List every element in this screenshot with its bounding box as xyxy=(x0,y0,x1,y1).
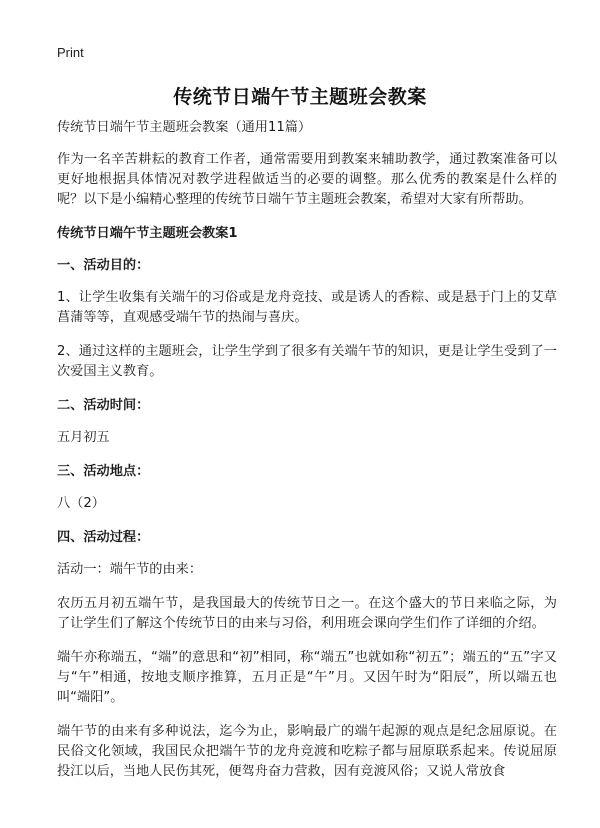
purpose-item-2: 2、通过这样的主题班会，让学生学到了很多有关端午节的知识，更是让学生受到了一次爱国主义教育。 xyxy=(57,344,557,379)
activity-location-value: 八（2） xyxy=(57,496,105,511)
page-title: 传统节日端午节主题班会教案 xyxy=(173,86,427,108)
document-body xyxy=(57,118,557,796)
section-heading-time: 二、活动时间： xyxy=(57,398,150,413)
process-paragraph-3: 端午节的由来有多种说法，迄今为止，影响最广的端午起源的观点是纪念屈原说。在民俗文化领域，我国民众把端午节的龙舟竞渡和吃粽子都与屈原联系起来。传说屈原投江以后，当地人民伤其死，便驾舟奋力营救，因有竞渡风俗；又说人常放食 xyxy=(57,724,557,779)
section-heading-location: 三、活动地点： xyxy=(57,464,150,479)
process-paragraph-1: 农历五月初五端午节，是我国最大的传统节日之一。在这个盛大的节日来临之际，为了让学生们了解这个传统节日的由来与习俗，利用班会课向学生们作了详细的介绍。 xyxy=(57,596,557,631)
activity-1-label: 活动一：端午节的由来： xyxy=(57,562,203,577)
document-subtitle: 传统节日端午节主题班会教案（通用11篇） xyxy=(57,120,312,135)
activity-time-value: 五月初五 xyxy=(57,430,110,445)
lesson-heading: 传统节日端午节主题班会教案1 xyxy=(57,226,238,241)
section-heading-process: 四、活动过程： xyxy=(57,530,150,545)
section-heading-purpose: 一、活动目的： xyxy=(57,258,150,273)
purpose-item-1: 1、让学生收集有关端午的习俗或是龙舟竞技、或是诱人的香粽、或是悬于门上的艾草菖蒲等等，直观感受端午节的热闹与喜庆。 xyxy=(57,290,557,325)
intro-paragraph: 作为一名辛苦耕耘的教育工作者，通常需要用到教案来辅助教学，通过教案准备可以更好地根据具体情况对教学进程做适当的必要的调整。那么优秀的教案是什么样的呢？以下是小编精心整理的传统节日端午节主题班会教案，希望对大家有所帮助。 xyxy=(57,152,557,207)
print-link[interactable]: Print xyxy=(57,45,84,60)
process-paragraph-2: 端午亦称端五，“端”的意思和“初”相同，称“端五”也就如称“初五”；端五的“五”字又与“午”相通，按地支顺序推算，五月正是“午”月。又因午时为“阳辰”，所以端五也叫“端阳”。 xyxy=(57,650,557,705)
